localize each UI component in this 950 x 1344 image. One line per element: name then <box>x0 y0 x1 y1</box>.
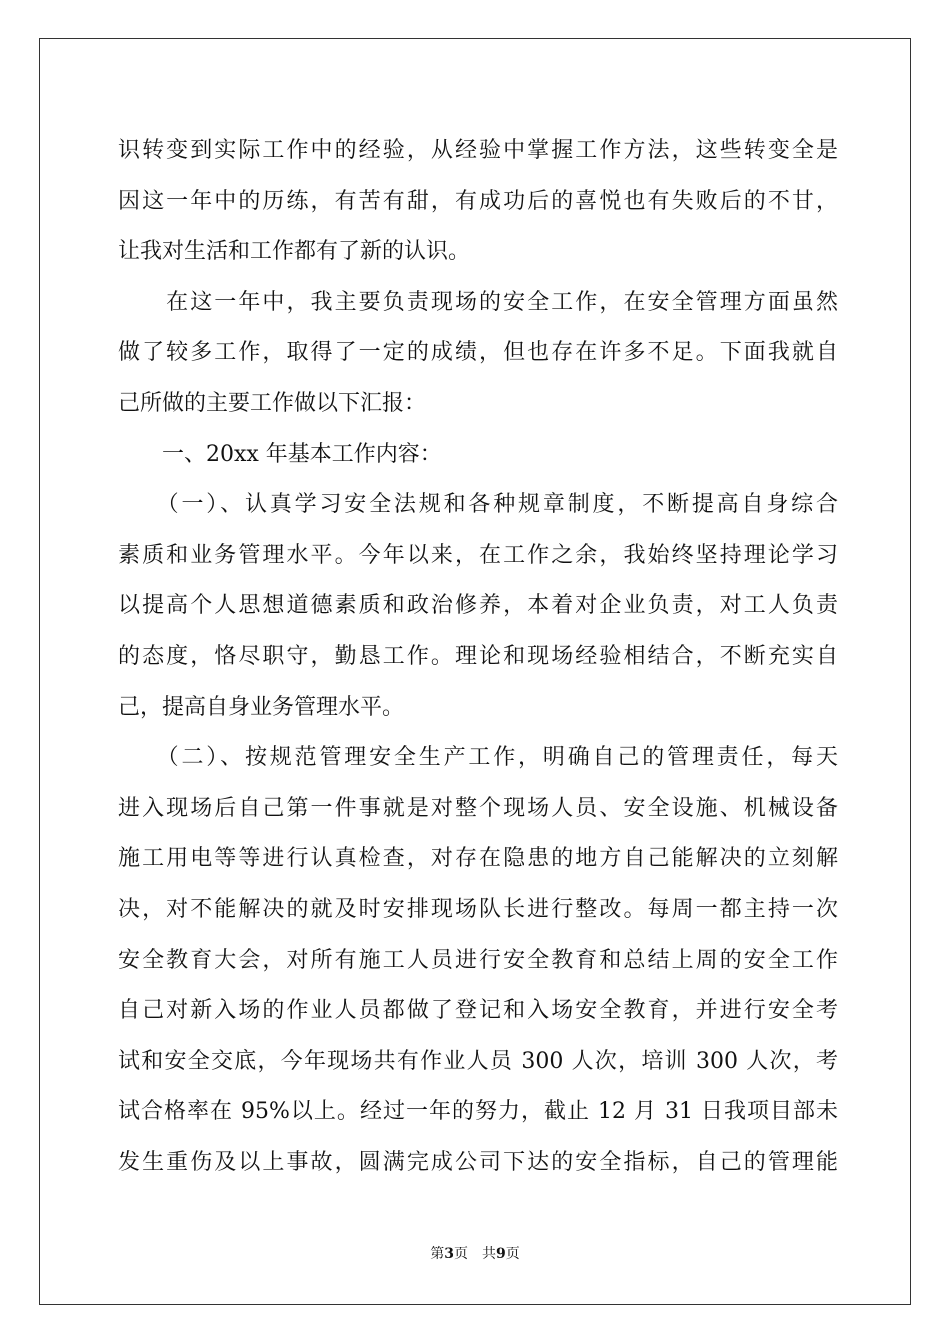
text-line: （一）、认真学习安全法规和各种规章制度，不断提高自身综合 <box>118 492 838 518</box>
text-line: 自己对新入场的作业人员都做了登记和入场安全教育，并进行安全考 <box>118 998 838 1024</box>
footer-page-prefix: 第 <box>430 1246 445 1262</box>
text-line: 己，提高自身业务管理水平。 <box>118 694 405 720</box>
footer-page-mid: 页 <box>454 1246 468 1262</box>
text-line: 识转变到实际工作中的经验，从经验中掌握工作方法，这些转变全是 <box>118 138 838 163</box>
text-line: 做了较多工作，取得了一定的成绩，但也存在许多不足。下面我就自 <box>118 340 838 366</box>
text-line: 因这一年中的历练，有苦有甜，有成功后的喜悦也有失败后的不甘， <box>118 188 838 214</box>
footer-total-suffix: 页 <box>505 1246 520 1262</box>
footer-page-total: 9 <box>496 1246 506 1262</box>
text-line: 发生重伤及以上事故，圆满完成公司下达的安全指标，自己的管理能 <box>118 1149 838 1175</box>
text-line: 试合格率在 95%以上。经过一年的努力，截止 12 月 31 日我项目部未 <box>118 1099 838 1125</box>
text-line: 施工用电等等进行认真检查，对存在隐患的地方自己能解决的立刻解 <box>118 846 838 872</box>
text-line: 在这一年中，我主要负责现场的安全工作，在安全管理方面虽然 <box>118 289 838 315</box>
text-line: 安全教育大会，对所有施工人员进行安全教育和总结上周的安全工作 <box>118 947 838 973</box>
text-line: 以提高个人思想道德素质和政治修养，本着对企业负责，对工人负责 <box>118 593 838 619</box>
text-line: 一、20xx 年基本工作内容： <box>118 441 442 467</box>
text-line: 让我对生活和工作都有了新的认识。 <box>118 239 471 265</box>
footer-total-prefix: 共 <box>482 1246 496 1262</box>
text-line: 的态度，恪尽职守，勤恳工作。理论和现场经验相结合，不断充实自 <box>118 643 838 669</box>
footer-page-current: 3 <box>444 1246 454 1262</box>
document-body <box>118 126 838 1188</box>
text-line: 进入现场后自己第一件事就是对整个现场人员、安全设施、机械设备 <box>118 795 838 821</box>
text-line: 试和安全交底，今年现场共有作业人员 300 人次，培训 300 人次，考 <box>118 1048 838 1074</box>
text-line: 素质和业务管理水平。今年以来，在工作之余，我始终坚持理论学习 <box>118 542 838 568</box>
text-line: 己所做的主要工作做以下汇报： <box>118 390 427 416</box>
page-footer <box>0 1244 950 1264</box>
text-line: 决，对不能解决的就及时安排现场队长进行整改。每周一都主持一次 <box>118 896 838 922</box>
text-line: （二）、按规范管理安全生产工作，明确自己的管理责任，每天 <box>118 745 838 771</box>
